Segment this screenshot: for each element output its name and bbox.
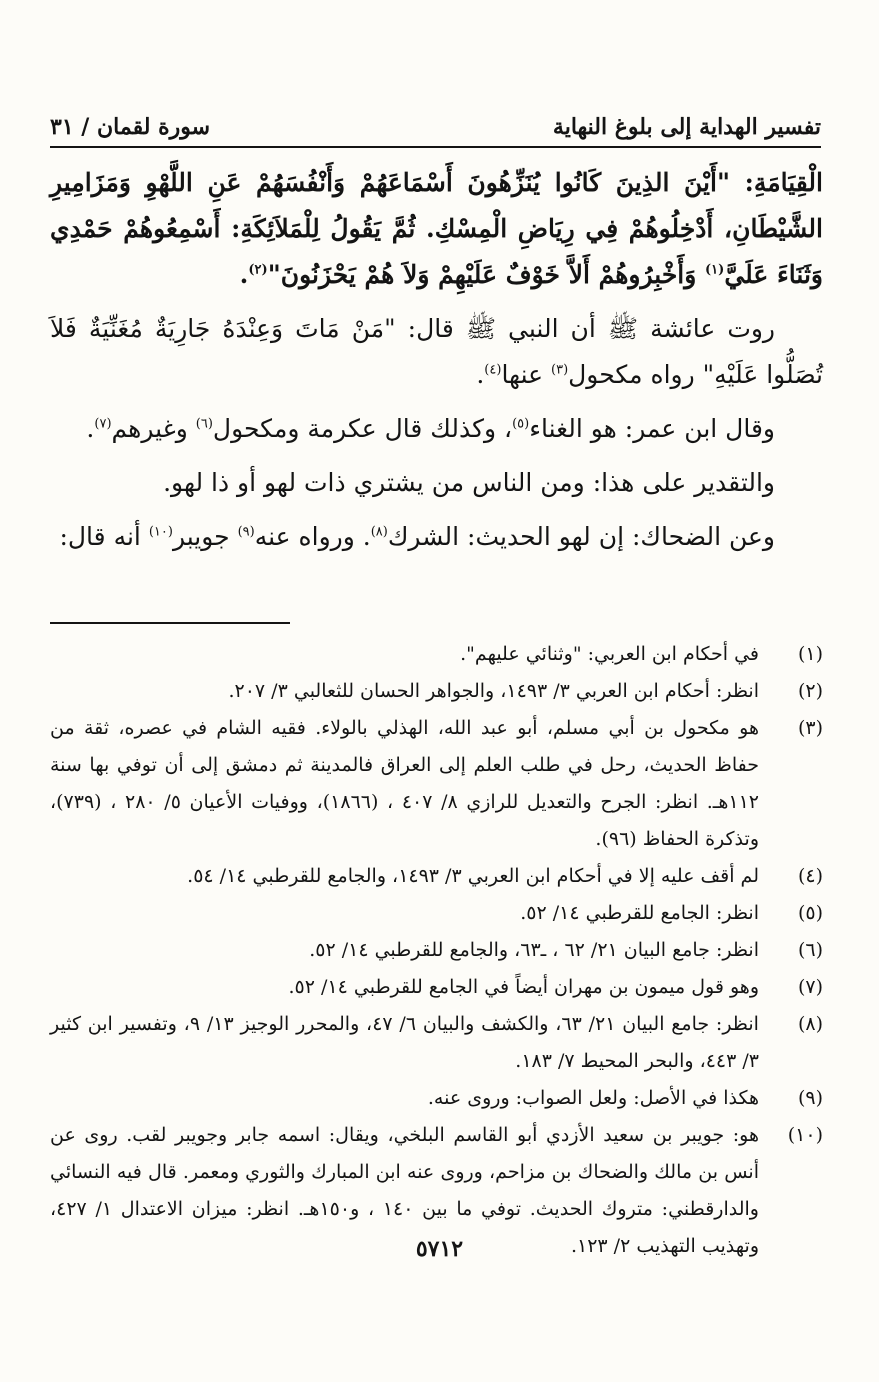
footnotes (50, 636, 823, 1265)
paragraph-1 (50, 160, 823, 298)
footnote-number: (١) (797, 643, 823, 665)
p5-text-a: وعن الضحاك: إن لهو الحديث: الشرك (387, 522, 775, 551)
footnote-text: وهو قول ميمون بن مهران أيضاً في الجامع للقرطبي ١٤/ ٥٢. (288, 976, 759, 998)
note-ref-2: (٢) (248, 262, 268, 278)
p3-text-c: وغيرهم (111, 414, 196, 443)
p1-text-c: . (239, 260, 249, 289)
note-ref-4: (٤) (484, 362, 502, 378)
surah-label: سورة لقمان / ٣١ (50, 114, 211, 140)
footnote-number: (٥) (797, 902, 823, 924)
p1-text-a: الْقِيَامَةِ: "أَيْنَ الذِينَ كَانُوا يُنَزِّهُونَ أَسْمَاعَهُمْ وَأَنْفُسَهُمْ عَنِ اللَّهْوِ وَمَزَامِيرِ الشَّيْطَانِ، أَدْخِلُوهُمْ فِي رِيَاضِ الْمِسْكِ. ثُمَّ يَقُولُ لِلْمَلاَئِكَةِ: أَسْمِعُوهُمْ حَمْدِي وَثَنَاءَ عَلَيَّ (50, 168, 823, 289)
p2-text-b: عنها (501, 360, 551, 389)
footnote-5 (50, 895, 823, 932)
footnote-text: في أحكام ابن العربي: "وثنائي عليهم". (460, 643, 759, 665)
footnote-1 (50, 636, 823, 673)
footnote-3 (50, 710, 823, 858)
footnote-text: هو مكحول بن أبي مسلم، أبو عبد الله، الهذلي بالولاء. فقيه الشام في عصره، ثقة من حفاظ الحديث، رحل في طلب العلم إلى العراق فالمدينة ثم دمشق إلى أن توفي بها سنة ١١٢هـ. انظر: الجرح والتعديل للرازي ٨/ ٤٠٧ ، (١٨٦٦)، ووفيات الأعيان ٥/ ٢٨٠ ، (٧٣٩)، وتذكرة الحفاظ (٩٦). (50, 717, 759, 850)
p3-text-d: . (86, 414, 95, 443)
footnote-2 (50, 673, 823, 710)
page-number: ٥٧١٢ (415, 1236, 464, 1262)
book-title: تفسير الهداية إلى بلوغ النهاية (552, 114, 821, 140)
footnote-text: انظر: جامع البيان ٢١/ ٦٣، والكشف والبيان ٦/ ٤٧، والمحرر الوجيز ١٣/ ٩، وتفسير ابن كثير ٣/ ٤٤٣، والبحر المحيط ٧/ ١٨٣. (50, 1013, 759, 1072)
footnote-number: (١٠) (787, 1124, 823, 1146)
footnote-text: هكذا في الأصل: ولعل الصواب: وروى عنه. (427, 1087, 759, 1109)
paragraph-2 (50, 306, 823, 398)
p2-text-c: . (476, 360, 485, 389)
note-ref-10: (١٠) (148, 524, 173, 540)
note-ref-6: (٦) (195, 416, 213, 432)
note-ref-9: (٩) (237, 524, 255, 540)
p3-text-b: ، وكذلك قال عكرمة ومكحول (212, 414, 513, 443)
footnote-text: لم أقف عليه إلا في أحكام ابن العربي ٣/ ١٤٩٣، والجامع للقرطبي ١٤/ ٥٤. (187, 865, 759, 887)
paragraph-3 (50, 406, 823, 452)
p1-text-b: وَأَخْبِرُوهُمْ أَلاَّ خَوْفٌ عَلَيْهِمْ وَلاَ هُمْ يَحْزَنُونَ" (267, 260, 706, 289)
running-header (50, 104, 821, 140)
footnote-text: هو: جويبر بن سعيد الأزدي أبو القاسم البلخي، ويقال: اسمه جابر وجويبر لقب. روى عن أنس بن مالك والضحاك بن مزاحم، وروى عنه ابن المبارك والثوري ومعمر. قال فيه النسائي والدارقطني: متروك الحديث. توفي ما بين ١٤٠ ، و١٥٠هـ. انظر: ميزان الاعتدال ١/ ٤٢٧، وتهذيب التهذيب ٢/ ١٢٣. (50, 1124, 759, 1257)
footnote-number: (٤) (797, 865, 823, 887)
footnote-number: (٧) (797, 976, 823, 998)
p5-text-d: أنه قال: (59, 522, 149, 551)
footnote-number: (٨) (797, 1013, 823, 1035)
footnote-8 (50, 1006, 823, 1080)
footnote-text: انظر: جامع البيان ٢١/ ٦٢ ، ـ٦٣، والجامع للقرطبي ١٤/ ٥٢. (309, 939, 759, 961)
main-text (50, 160, 823, 568)
p5-text-c: جويبر (172, 522, 238, 551)
p2-text-a: روت عائشة ﷺ أن النبي ﷺ قال: "مَنْ مَاتَ وَعِنْدَهُ جَارِيَةٌ مُغَنِّيَةٌ فَلاَ تُصَلُّوا عَلَيْهِ" رواه مكحول (50, 314, 823, 389)
footnote-number: (٢) (797, 680, 823, 702)
footnote-4 (50, 858, 823, 895)
paragraph-4: والتقدير على هذا: ومن الناس من يشتري ذات لهو أو ذا لهو. (163, 468, 775, 497)
note-ref-5: (٥) (512, 416, 530, 432)
footnote-text: انظر: الجامع للقرطبي ١٤/ ٥٢. (520, 902, 759, 924)
p3-text-a: وقال ابن عمر: هو الغناء (529, 414, 775, 443)
footnote-6 (50, 932, 823, 969)
footnote-number: (٩) (797, 1087, 823, 1109)
footnote-text: انظر: أحكام ابن العربي ٣/ ١٤٩٣، والجواهر الحسان للثعالبي ٣/ ٢٠٧. (228, 680, 759, 702)
note-ref-8: (٨) (370, 524, 388, 540)
footnote-separator (50, 622, 290, 624)
paragraph-5 (50, 514, 823, 560)
footnote-7 (50, 969, 823, 1006)
note-ref-1: (١) (705, 262, 725, 278)
footnote-number: (٦) (797, 939, 823, 961)
footnote-9 (50, 1080, 823, 1117)
note-ref-3: (٣) (551, 362, 569, 378)
header-rule (50, 146, 821, 148)
footnote-number: (٣) (797, 717, 823, 739)
note-ref-7: (٧) (94, 416, 112, 432)
p5-text-b: . ورواه عنه (254, 522, 371, 551)
